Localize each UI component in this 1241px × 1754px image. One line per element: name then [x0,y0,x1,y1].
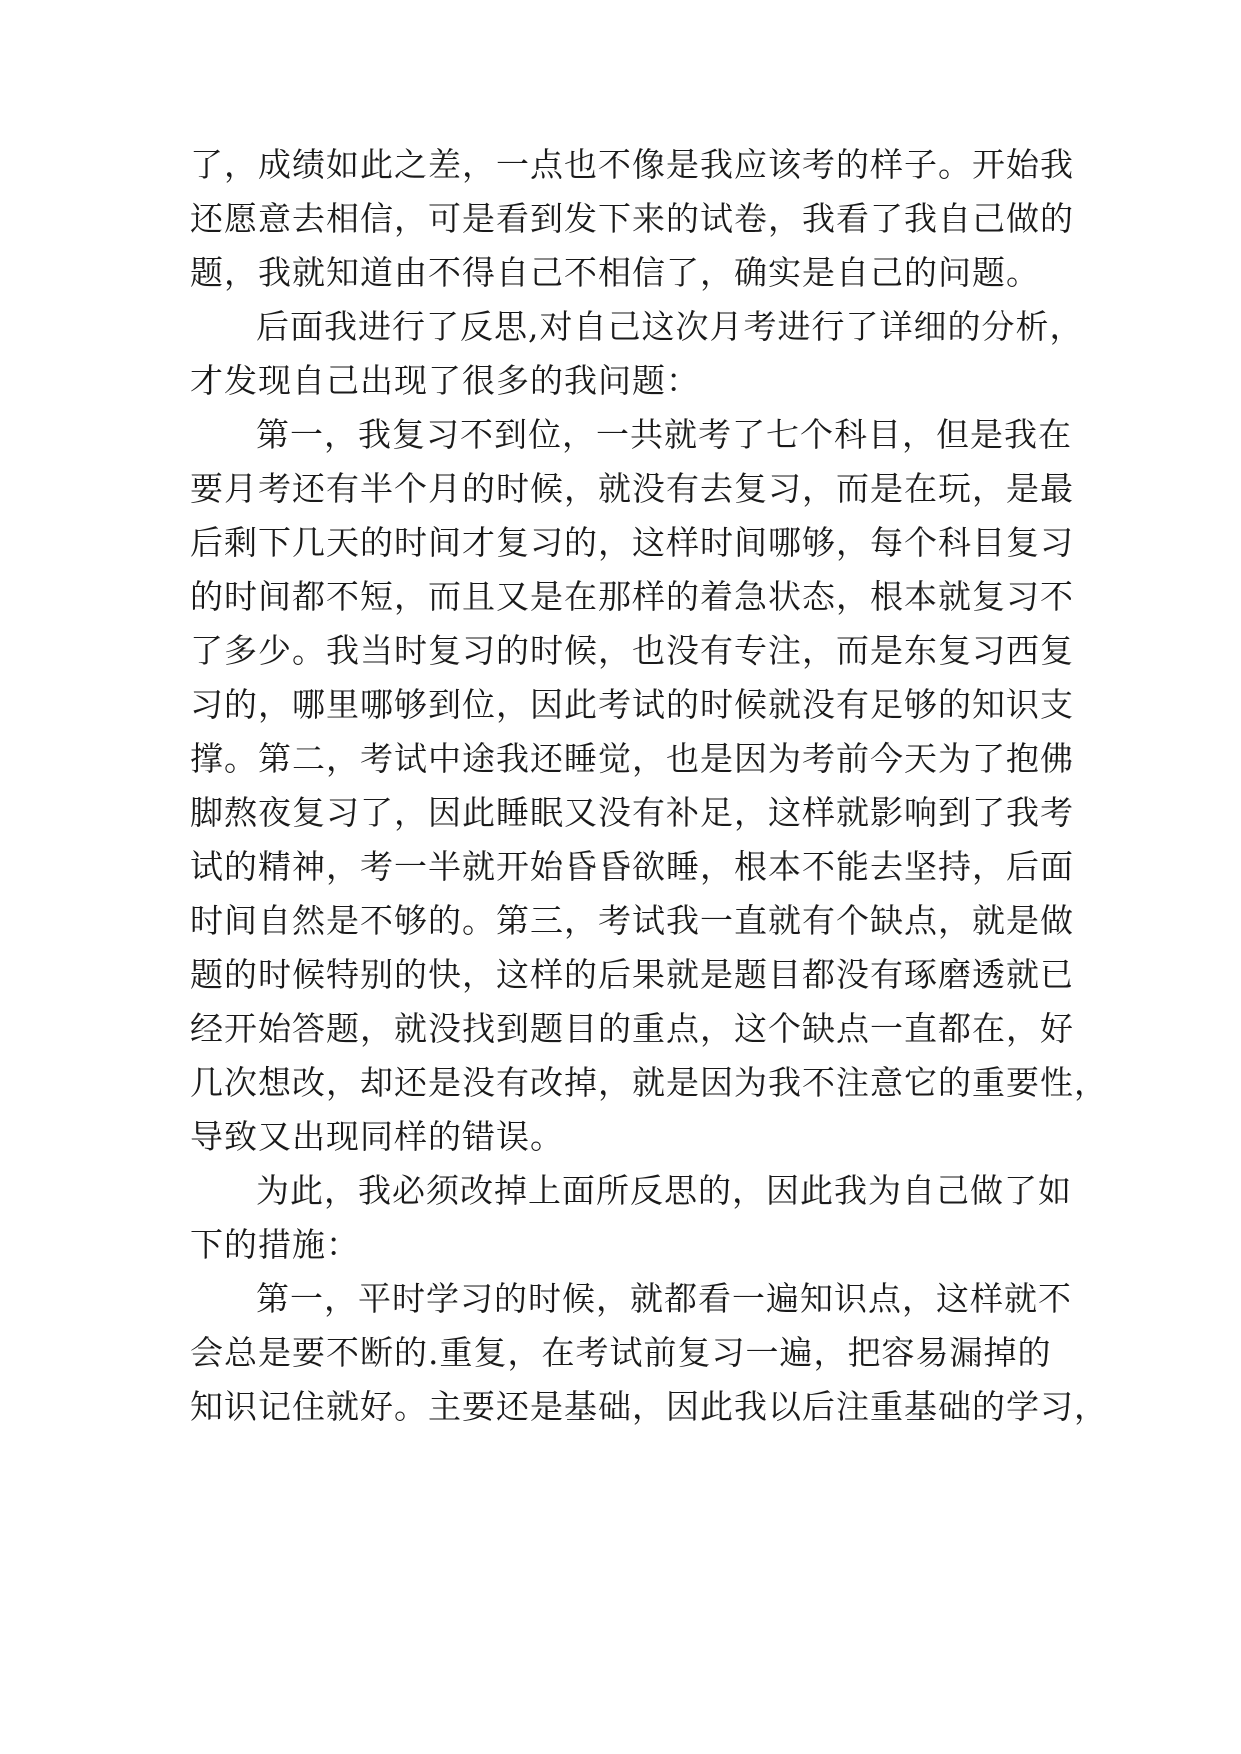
text-line: 了，成绩如此之差，一点也不像是我应该考的样子。开始我 [190,145,1074,184]
text-line: 第一，平时学习的时候，就都看一遍知识点，这样就不 [256,1279,1072,1318]
text-line: 为此，我必须改掉上面所反思的，因此我为自己做了如 [256,1171,1072,1210]
text-line: 知识记住就好。主要还是基础，因此我以后注重基础的学习， [190,1387,1108,1426]
text-line: 后面我进行了反思,对自己这次月考进行了详细的分析， [256,307,1084,346]
text-line: 还愿意去相信，可是看到发下来的试卷，我看了我自己做的 [190,199,1074,238]
text-line: 才发现自己出现了很多的我问题： [190,361,700,400]
text-line: 题的时候特别的快，这样的后果就是题目都没有琢磨透就已 [190,955,1074,994]
text-line: 下的措施： [190,1225,360,1264]
text-line: 题，我就知道由不得自己不相信了，确实是自己的问题。 [190,253,1040,292]
text-line: 撑。第二，考试中途我还睡觉，也是因为考前今天为了抱佛 [190,739,1074,778]
text-line: 脚熬夜复习了，因此睡眠又没有补足，这样就影响到了我考 [190,793,1074,832]
text-line: 第一，我复习不到位，一共就考了七个科目，但是我在 [256,415,1072,454]
text-line: 会总是要不断的.重复，在考试前复习一遍，把容易漏掉的 [190,1333,1052,1372]
text-line: 了多少。我当时复习的时候，也没有专注，而是东复习西复 [190,631,1074,670]
text-line: 导致又出现同样的错误。 [190,1117,564,1156]
text-line: 几次想改，却还是没有改掉，就是因为我不注意它的重要性， [190,1063,1108,1102]
text-line: 试的精神，考一半就开始昏昏欲睡，根本不能去坚持，后面 [190,847,1074,886]
text-line: 经开始答题，就没找到题目的重点，这个缺点一直都在，好 [190,1009,1074,1048]
text-line: 习的，哪里哪够到位，因此考试的时候就没有足够的知识支 [190,685,1074,724]
text-line: 时间自然是不够的。第三，考试我一直就有个缺点，就是做 [190,901,1074,940]
text-line: 要月考还有半个月的时候，就没有去复习，而是在玩，是最 [190,469,1074,508]
text-line: 后剩下几天的时间才复习的，这样时间哪够，每个科目复习 [190,523,1074,562]
text-line: 的时间都不短，而且又是在那样的着急状态，根本就复习不 [190,577,1074,616]
